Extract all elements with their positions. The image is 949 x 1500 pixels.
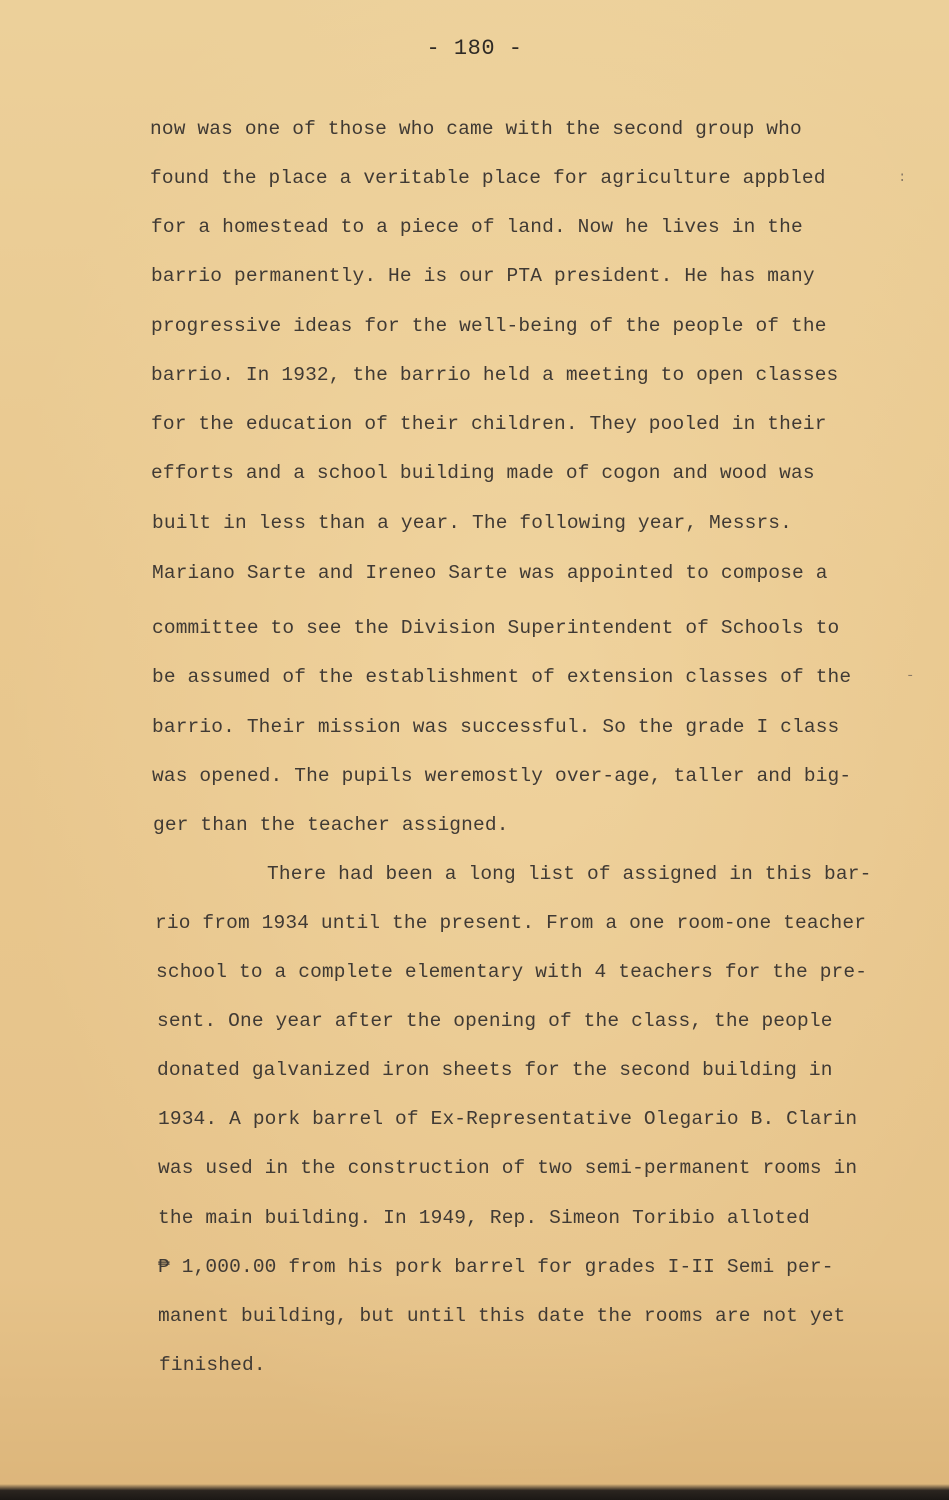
text-line: finished. [159,1354,266,1376]
text-line: 1934. A pork barrel of Ex-Representative Olegario B. Clarin [158,1108,858,1130]
text-line: progressive ideas for the well-being of the people of the [151,315,827,337]
margin-mark: - [906,668,915,684]
text-line: be assumed of the establishment of extension classes of the [152,666,852,688]
scan-edge-shadow [0,1484,949,1500]
text-line: for the education of their children. They pooled in their [151,413,827,435]
text-line: found the place a veritable place for agriculture appbled [150,167,826,189]
text-line: now was one of those who came with the second group who [150,118,802,140]
text-line: sent. One year after the opening of the class, the people [157,1010,833,1032]
text-line: rio from 1934 until the present. From a one room-one teacher [155,912,867,934]
text-line: was opened. The pupils weremostly over-age, taller and big- [152,765,852,787]
text-line: There had been a long list of assigned in this bar- [267,863,872,885]
text-line: ₱ 1,000.00 from his pork barrel for grades I-II Semi per- [158,1256,834,1278]
text-line: ger than the teacher assigned. [153,814,509,836]
text-line: built in less than a year. The following year, Messrs. [152,512,793,534]
text-line: manent building, but until this date the rooms are not yet [158,1305,846,1327]
text-line: the main building. In 1949, Rep. Simeon Toribio alloted [158,1207,810,1229]
text-line: committee to see the Division Superintendent of Schools to [152,617,840,639]
text-line: was used in the construction of two semi-permanent rooms in [158,1157,858,1179]
text-line: Mariano Sarte and Ireneo Sarte was appointed to compose a [152,562,828,584]
margin-mark: : [898,170,907,186]
text-line: school to a complete elementary with 4 teachers for the pre- [156,961,868,983]
text-line: barrio permanently. He is our PTA president. He has many [151,265,815,287]
text-line: barrio. In 1932, the barrio held a meeting to open classes [151,364,839,386]
text-line: donated galvanized iron sheets for the second building in [157,1059,833,1081]
page-number: - 180 - [426,36,523,61]
text-line: for a homestead to a piece of land. Now he lives in the [151,216,803,238]
text-line: barrio. Their mission was successful. So the grade I class [152,716,840,738]
text-line: efforts and a school building made of cogon and wood was [151,462,815,484]
